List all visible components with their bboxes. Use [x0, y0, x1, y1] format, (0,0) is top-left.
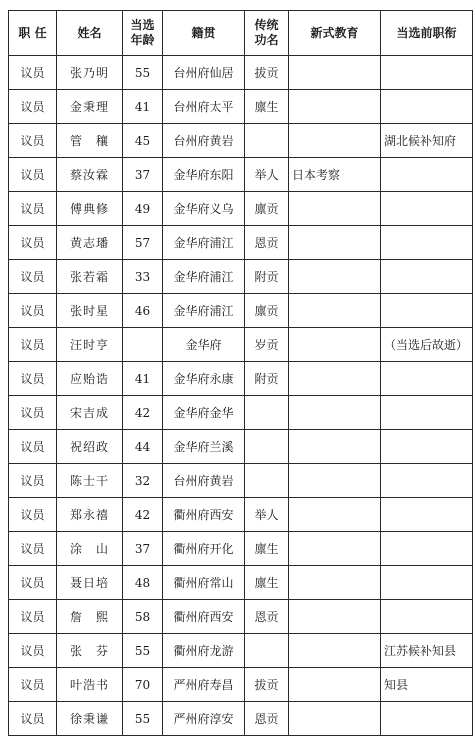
cell-prior-post [381, 56, 473, 90]
table-row [9, 566, 473, 600]
cell-name: 陈士干 [57, 464, 123, 498]
table-row [9, 192, 473, 226]
cell-name: 张若霜 [57, 260, 123, 294]
cell-prior-post [381, 294, 473, 328]
cell-prior-post [381, 498, 473, 532]
cell-age: 32 [123, 464, 163, 498]
cell-position: 议员 [9, 464, 57, 498]
cell-age: 55 [123, 702, 163, 736]
cell-education [289, 124, 381, 158]
cell-name: 汪时亨 [57, 328, 123, 362]
table-row [9, 600, 473, 634]
cell-position: 议员 [9, 532, 57, 566]
cell-position: 议员 [9, 226, 57, 260]
cell-name: 祝绍政 [57, 430, 123, 464]
cell-name: 蔡汝霖 [57, 158, 123, 192]
cell-position: 议员 [9, 396, 57, 430]
cell-prior-post [381, 226, 473, 260]
cell-name: 张时星 [57, 294, 123, 328]
cell-age: 46 [123, 294, 163, 328]
cell-degree: 廪生 [245, 90, 289, 124]
header-prior-post [381, 11, 473, 56]
cell-position: 议员 [9, 294, 57, 328]
cell-degree [245, 634, 289, 668]
cell-origin: 金华府浦江 [163, 226, 245, 260]
cell-degree: 岁贡 [245, 328, 289, 362]
cell-position: 议员 [9, 124, 57, 158]
cell-degree [245, 430, 289, 464]
cell-degree: 廪生 [245, 566, 289, 600]
cell-position: 议员 [9, 430, 57, 464]
cell-origin: 金华府东阳 [163, 158, 245, 192]
cell-origin: 台州府太平 [163, 90, 245, 124]
cell-name: 涂 山 [57, 532, 123, 566]
cell-degree: 廪生 [245, 532, 289, 566]
cell-degree: 拔贡 [245, 668, 289, 702]
cell-origin: 衢州府常山 [163, 566, 245, 600]
table-row [9, 634, 473, 668]
header-name [57, 11, 123, 56]
cell-prior-post [381, 158, 473, 192]
cell-degree: 恩贡 [245, 226, 289, 260]
cell-position: 议员 [9, 158, 57, 192]
cell-prior-post [381, 90, 473, 124]
table-row [9, 226, 473, 260]
cell-name: 詹 熙 [57, 600, 123, 634]
cell-origin: 台州府仙居 [163, 56, 245, 90]
cell-prior-post [381, 192, 473, 226]
cell-education [289, 464, 381, 498]
cell-education [289, 56, 381, 90]
cell-degree [245, 124, 289, 158]
cell-education: 日本考察 [289, 158, 381, 192]
cell-origin: 严州府淳安 [163, 702, 245, 736]
cell-name: 聂日培 [57, 566, 123, 600]
cell-education [289, 634, 381, 668]
table-row [9, 124, 473, 158]
cell-age: 41 [123, 90, 163, 124]
cell-degree: 举人 [245, 498, 289, 532]
header-education-label: 新式教育 [310, 25, 359, 40]
cell-prior-post [381, 396, 473, 430]
table-row [9, 362, 473, 396]
header-origin-label: 籍贯 [191, 25, 216, 40]
header-name-label: 姓名 [77, 25, 102, 40]
cell-name: 管 穰 [57, 124, 123, 158]
cell-age: 33 [123, 260, 163, 294]
cell-prior-post: 江苏候补知县 [381, 634, 473, 668]
cell-age: 49 [123, 192, 163, 226]
cell-prior-post: （当选后故逝） [381, 328, 473, 362]
cell-education [289, 396, 381, 430]
cell-age: 42 [123, 396, 163, 430]
cell-origin: 严州府寿昌 [163, 668, 245, 702]
table-row [9, 294, 473, 328]
header-degree-label: 传统功名 [254, 18, 279, 47]
cell-prior-post [381, 566, 473, 600]
cell-position: 议员 [9, 600, 57, 634]
cell-education [289, 600, 381, 634]
table-row [9, 158, 473, 192]
cell-education [289, 328, 381, 362]
cell-origin: 金华府金华 [163, 396, 245, 430]
cell-degree [245, 396, 289, 430]
cell-education [289, 498, 381, 532]
cell-age: 70 [123, 668, 163, 702]
cell-degree: 廪贡 [245, 294, 289, 328]
cell-origin: 金华府永康 [163, 362, 245, 396]
cell-origin: 金华府 [163, 328, 245, 362]
cell-age: 37 [123, 158, 163, 192]
cell-age: 55 [123, 56, 163, 90]
cell-origin: 金华府浦江 [163, 294, 245, 328]
cell-age [123, 328, 163, 362]
cell-name: 宋吉成 [57, 396, 123, 430]
cell-position: 议员 [9, 362, 57, 396]
cell-position: 议员 [9, 90, 57, 124]
cell-name: 傅典修 [57, 192, 123, 226]
table-row [9, 396, 473, 430]
cell-age: 41 [123, 362, 163, 396]
table-row [9, 430, 473, 464]
cell-education [289, 294, 381, 328]
cell-name: 徐秉谦 [57, 702, 123, 736]
cell-degree: 恩贡 [245, 702, 289, 736]
table-row [9, 668, 473, 702]
header-position-label: 职 任 [18, 25, 47, 40]
header-prior-post-label: 当选前职衔 [396, 25, 457, 40]
cell-name: 黄志璠 [57, 226, 123, 260]
cell-position: 议员 [9, 668, 57, 702]
table-row [9, 532, 473, 566]
cell-origin: 台州府黄岩 [163, 464, 245, 498]
cell-name: 应贻诰 [57, 362, 123, 396]
cell-prior-post [381, 600, 473, 634]
table-row [9, 260, 473, 294]
cell-prior-post [381, 702, 473, 736]
cell-education [289, 668, 381, 702]
header-degree [245, 11, 289, 56]
table-row [9, 56, 473, 90]
cell-degree: 附贡 [245, 260, 289, 294]
cell-position: 议员 [9, 566, 57, 600]
cell-position: 议员 [9, 328, 57, 362]
cell-age: 55 [123, 634, 163, 668]
cell-prior-post: 湖北候补知府 [381, 124, 473, 158]
cell-position: 议员 [9, 702, 57, 736]
cell-prior-post [381, 464, 473, 498]
cell-degree: 举人 [245, 158, 289, 192]
cell-education [289, 702, 381, 736]
cell-origin: 金华府兰溪 [163, 430, 245, 464]
header-position [9, 11, 57, 56]
cell-origin: 衢州府开化 [163, 532, 245, 566]
cell-origin: 金华府浦江 [163, 260, 245, 294]
cell-position: 议员 [9, 260, 57, 294]
cell-origin: 衢州府西安 [163, 600, 245, 634]
table-header-row [9, 11, 473, 56]
cell-position: 议员 [9, 498, 57, 532]
cell-education [289, 192, 381, 226]
cell-age: 57 [123, 226, 163, 260]
cell-education [289, 90, 381, 124]
cell-age: 58 [123, 600, 163, 634]
cell-origin: 台州府黄岩 [163, 124, 245, 158]
header-age-label: 当选年龄 [130, 18, 155, 47]
cell-education [289, 260, 381, 294]
cell-degree: 廪贡 [245, 192, 289, 226]
cell-origin: 衢州府西安 [163, 498, 245, 532]
header-education [289, 11, 381, 56]
table-row [9, 702, 473, 736]
cell-education [289, 532, 381, 566]
cell-prior-post [381, 430, 473, 464]
cell-prior-post [381, 260, 473, 294]
cell-degree: 恩贡 [245, 600, 289, 634]
table-row [9, 498, 473, 532]
cell-name: 张乃明 [57, 56, 123, 90]
cell-degree [245, 464, 289, 498]
table-row [9, 328, 473, 362]
header-age [123, 11, 163, 56]
cell-position: 议员 [9, 192, 57, 226]
cell-age: 37 [123, 532, 163, 566]
cell-degree: 附贡 [245, 362, 289, 396]
cell-age: 45 [123, 124, 163, 158]
council-members-table [8, 10, 473, 736]
cell-prior-post: 知县 [381, 668, 473, 702]
cell-age: 48 [123, 566, 163, 600]
cell-prior-post [381, 532, 473, 566]
cell-age: 44 [123, 430, 163, 464]
cell-origin: 金华府义乌 [163, 192, 245, 226]
cell-education [289, 226, 381, 260]
cell-position: 议员 [9, 56, 57, 90]
cell-name: 叶浩书 [57, 668, 123, 702]
cell-name: 张 芬 [57, 634, 123, 668]
cell-name: 金秉理 [57, 90, 123, 124]
cell-education [289, 566, 381, 600]
table-row [9, 90, 473, 124]
cell-name: 郑永禧 [57, 498, 123, 532]
cell-origin: 衢州府龙游 [163, 634, 245, 668]
cell-age: 42 [123, 498, 163, 532]
cell-education [289, 430, 381, 464]
table-row [9, 464, 473, 498]
cell-education [289, 362, 381, 396]
header-origin [163, 11, 245, 56]
cell-position: 议员 [9, 634, 57, 668]
cell-prior-post [381, 362, 473, 396]
cell-degree: 拔贡 [245, 56, 289, 90]
